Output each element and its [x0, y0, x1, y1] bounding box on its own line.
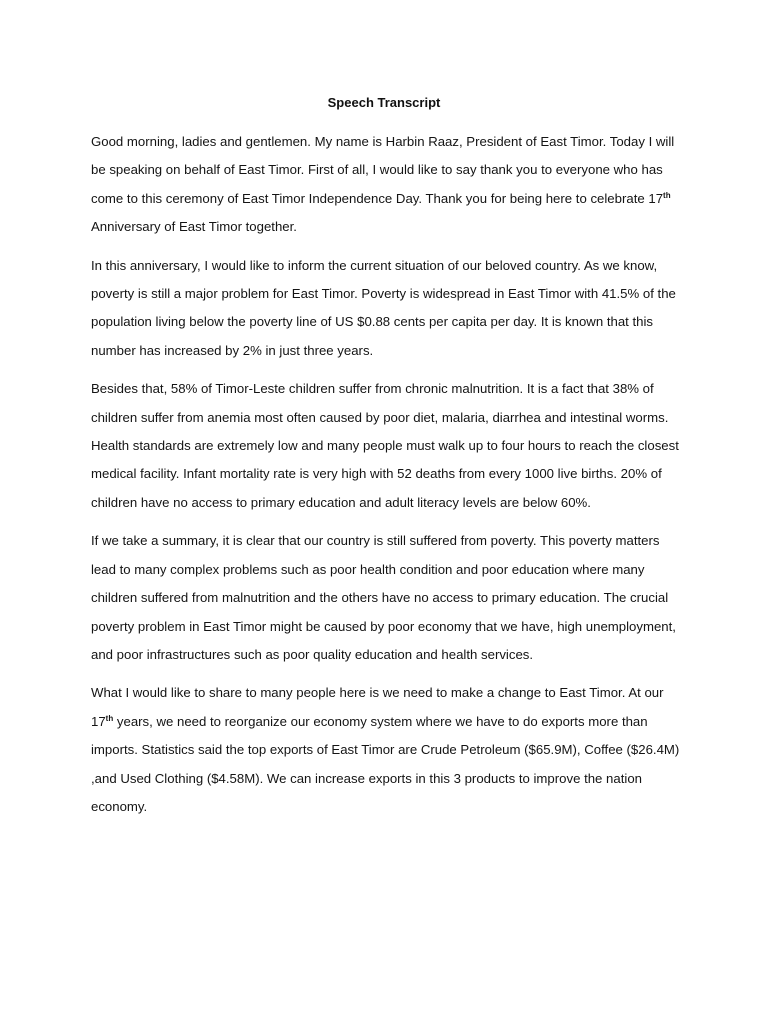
paragraph-greeting: [91, 128, 681, 242]
paragraph-text-continued: Anniversary of East Timor together.: [91, 219, 297, 235]
document-body: [91, 128, 681, 831]
paragraph-text: Besides that, 58% of Timor-Leste children suffer from chronic malnutrition. It is a fact that 38% of children suffer from anemia most often caused by poor diet, malaria, diarrhea and intestinal worms. Health standards are extremely low and many people must walk up to four hours to reach the closest medical facility. Infant mortality rate is very high with 52 deaths from every 1000 live births. 20% of children have no access to primary education and adult literacy levels are below 60%.: [91, 381, 679, 510]
paragraph-summary: [91, 527, 681, 669]
paragraph-text: Good morning, ladies and gentlemen. My name is Harbin Raaz, President of East Timor. Today I will be speaking on behalf of East Timor. First of all, I would like to say thank you to everyone who has come to this ceremony of East Timor Independence Day. Thank you for being here to celebrate 17: [91, 134, 675, 206]
paragraph-exports: [91, 679, 681, 821]
ordinal-suffix: th: [663, 190, 671, 200]
paragraph-health: [91, 375, 681, 517]
paragraph-poverty: [91, 252, 681, 366]
paragraph-text: What I would like to share to many people here is we need to make a change to East Timor. At our 17: [91, 685, 664, 729]
document-title: Speech Transcript: [327, 95, 441, 110]
paragraph-text-continued: years, we need to reorganize our economy system where we have to do exports more than imports. Statistics said the top exports of East Timor are Crude Petroleum ($65.9M), Coffee ($26.4M) ,and Used Clothing ($4.58M). We can increase exports in this 3 products to improve the nation economy.: [91, 713, 680, 814]
paragraph-text: If we take a summary, it is clear that our country is still suffered from poverty. This poverty matters lead to many complex problems such as poor health condition and poor education where many children suffered from malnutrition and the others have no access to primary education. The crucial poverty problem in East Timor might be caused by poor economy that we have, high unemployment, and poor infrastructures such as poor quality education and health services.: [91, 533, 676, 662]
ordinal-suffix: th: [105, 713, 114, 723]
paragraph-text: In this anniversary, I would like to inform the current situation of our beloved country. As we know, poverty is still a major problem for East Timor. Poverty is widespread in East Timor with 41.5% of the population living below the poverty line of US $0.88 cents per capita per day. It is known that this number has increased by 2% in just three years.: [91, 257, 676, 358]
